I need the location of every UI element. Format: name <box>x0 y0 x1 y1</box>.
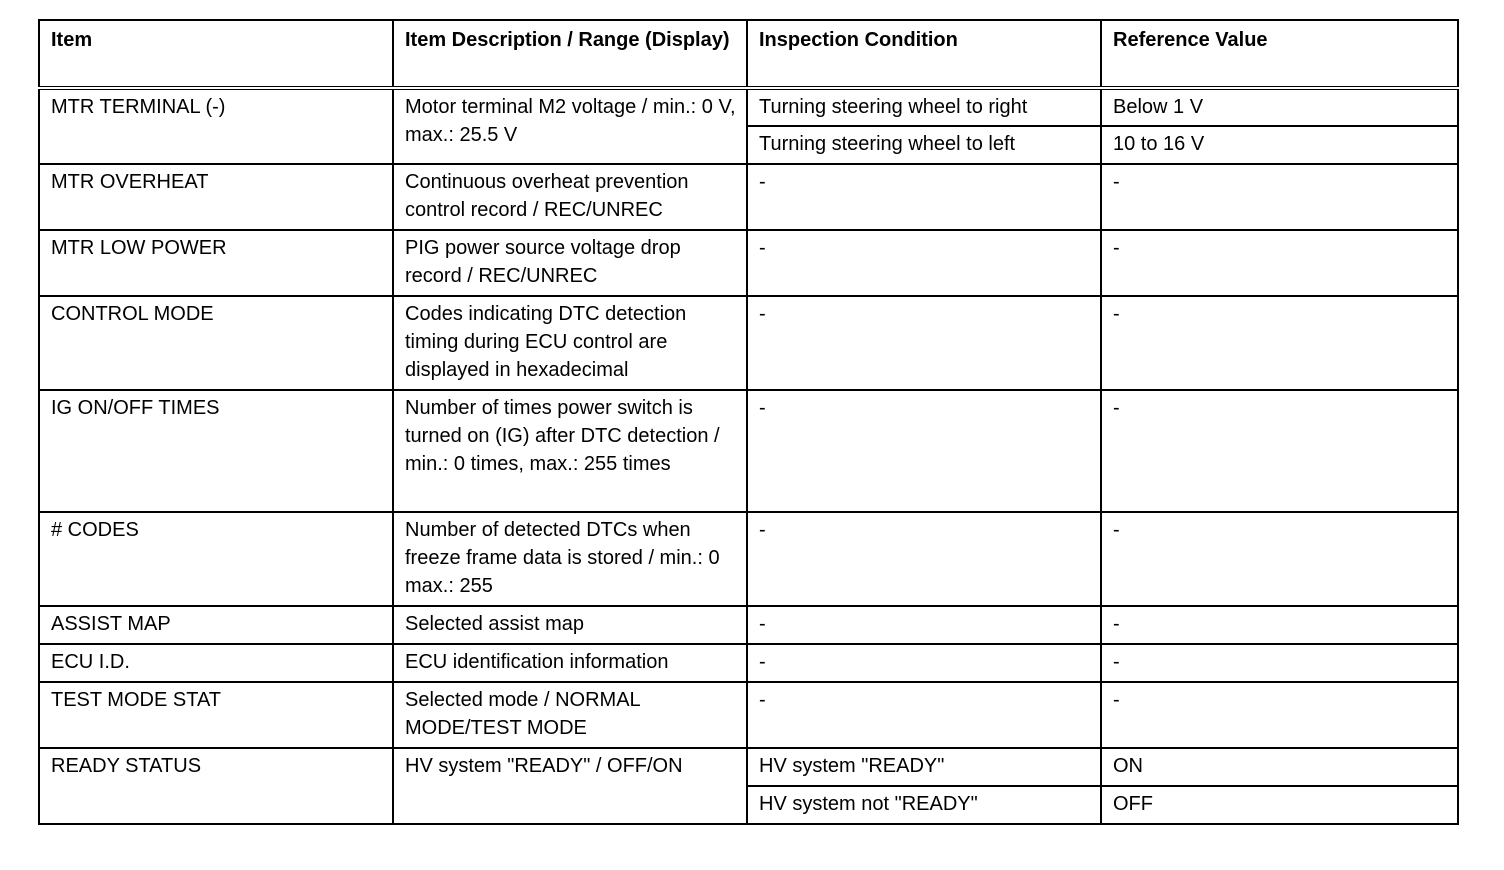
table-row <box>39 512 1458 606</box>
inspection-condition-cell: - <box>747 512 1101 606</box>
header-row <box>39 20 1458 88</box>
description-cell: Number of detected DTCs when freeze frame data is stored / min.: 0 max.: 255 <box>393 512 747 606</box>
item-cell: MTR OVERHEAT <box>39 164 393 230</box>
reference-value-cell: - <box>1101 230 1458 296</box>
reference-value-cell: - <box>1101 644 1458 682</box>
inspection-condition-cell: HV system "READY" <box>747 748 1101 786</box>
reference-value-cell: - <box>1101 512 1458 606</box>
item-cell: ECU I.D. <box>39 644 393 682</box>
table-row <box>39 682 1458 748</box>
inspection-condition-cell: - <box>747 390 1101 512</box>
inspection-condition-cell: - <box>747 230 1101 296</box>
inspection-condition-cell: - <box>747 682 1101 748</box>
reference-value-cell: - <box>1101 682 1458 748</box>
table-row <box>39 230 1458 296</box>
description-cell: PIG power source voltage drop record / REC/UNREC <box>393 230 747 296</box>
inspection-condition-cell: - <box>747 296 1101 390</box>
header-reference-value: Reference Value <box>1101 20 1458 88</box>
table-header <box>39 20 1458 88</box>
table-row <box>39 606 1458 644</box>
item-cell: ASSIST MAP <box>39 606 393 644</box>
item-cell: TEST MODE STAT <box>39 682 393 748</box>
inspection-condition-cell: Turning steering wheel to right <box>747 88 1101 126</box>
description-cell: Codes indicating DTC detection timing during ECU control are displayed in hexadecimal <box>393 296 747 390</box>
reference-value-cell: 10 to 16 V <box>1101 126 1458 164</box>
reference-value-cell: - <box>1101 606 1458 644</box>
data-list-table <box>38 19 1459 825</box>
header-description: Item Description / Range (Display) <box>393 20 747 88</box>
reference-value-cell: OFF <box>1101 786 1458 824</box>
item-cell: MTR TERMINAL (-) <box>39 88 393 164</box>
table-body <box>39 88 1458 824</box>
table-row <box>39 164 1458 230</box>
description-cell: Continuous overheat prevention control record / REC/UNREC <box>393 164 747 230</box>
reference-value-cell: ON <box>1101 748 1458 786</box>
inspection-condition-cell: Turning steering wheel to left <box>747 126 1101 164</box>
header-item: Item <box>39 20 393 88</box>
description-cell: Selected mode / NORMAL MODE/TEST MODE <box>393 682 747 748</box>
description-cell: Number of times power switch is turned on (IG) after DTC detection / min.: 0 times, max.: 255 times <box>393 390 747 512</box>
inspection-condition-cell: - <box>747 164 1101 230</box>
table-row <box>39 88 1458 126</box>
table-row <box>39 644 1458 682</box>
reference-value-cell: - <box>1101 164 1458 230</box>
description-cell: Selected assist map <box>393 606 747 644</box>
item-cell: READY STATUS <box>39 748 393 824</box>
item-cell: MTR LOW POWER <box>39 230 393 296</box>
inspection-condition-cell: - <box>747 644 1101 682</box>
table-row <box>39 390 1458 512</box>
table-row <box>39 748 1458 786</box>
reference-value-cell: - <box>1101 390 1458 512</box>
header-inspection-condition: Inspection Condition <box>747 20 1101 88</box>
description-cell: ECU identification information <box>393 644 747 682</box>
description-cell: Motor terminal M2 voltage / min.: 0 V, max.: 25.5 V <box>393 88 747 164</box>
reference-value-cell: Below 1 V <box>1101 88 1458 126</box>
item-cell: CONTROL MODE <box>39 296 393 390</box>
description-cell: HV system "READY" / OFF/ON <box>393 748 747 824</box>
table-row <box>39 296 1458 390</box>
inspection-condition-cell: HV system not "READY" <box>747 786 1101 824</box>
reference-value-cell: - <box>1101 296 1458 390</box>
item-cell: IG ON/OFF TIMES <box>39 390 393 512</box>
inspection-condition-cell: - <box>747 606 1101 644</box>
item-cell: # CODES <box>39 512 393 606</box>
